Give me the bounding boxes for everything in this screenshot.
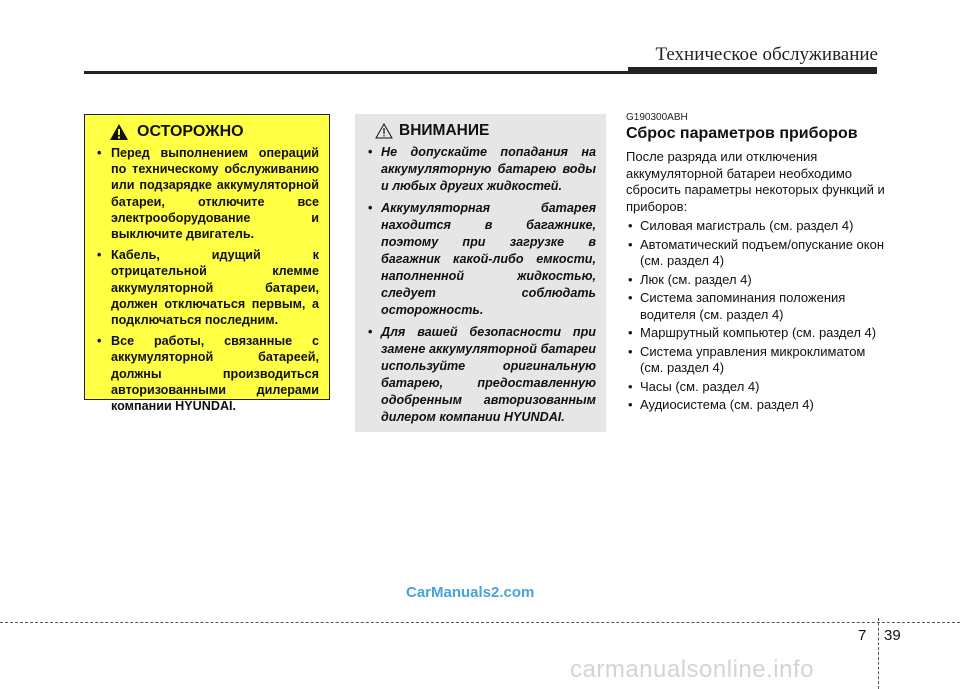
attention-triangle-icon: [375, 123, 393, 139]
caution-box: [84, 114, 330, 414]
reset-item-list: [626, 218, 886, 414]
list-item: • Система управления микроклиматом (см. раздел 4): [626, 344, 886, 377]
watermark-link-bottom[interactable]: carmanualsonline.info: [570, 656, 814, 683]
warning-triangle-icon: [109, 123, 129, 141]
section-intro: После разряда или отключения аккумуляторной батареи необходимо сбросить параметры некоторых функций и приборов:: [626, 149, 885, 214]
notice-item: • Не допускайте попадания на аккумуляторную батарею воды и любых других жидкостей.: [363, 144, 596, 195]
notice-box: [355, 114, 606, 432]
caution-item: • Все работы, связанные с аккумуляторной батареей, должны производиться авторизованными дилерами компании HYUNDAI.: [93, 333, 319, 414]
section-code: G190300ABH: [626, 112, 688, 123]
caution-header: [109, 123, 319, 141]
list-item: • Часы (см. раздел 4): [626, 379, 886, 396]
page-chapter: 7: [858, 627, 867, 644]
footer-dashed-rule: [0, 622, 960, 623]
notice-title: ВНИМАНИЕ: [399, 122, 490, 139]
list-item: • Система запоминания положения водителя (см. раздел 4): [626, 290, 886, 323]
watermark-link-top[interactable]: CarManuals2.com: [406, 584, 535, 601]
notice-header: [375, 122, 596, 140]
caution-item: • Кабель, идущий к отрицательной клемме аккумуляторной батареи, должен отключаться первым, а подключаться последним.: [93, 247, 319, 328]
list-item: • Аудиосистема (см. раздел 4): [626, 397, 886, 414]
notice-item: • Для вашей безопасности при замене аккумуляторной батареи используйте оригинальную батарею, предоставленную одобренным авторизованным дилером компании HYUNDAI.: [363, 324, 596, 426]
page-number: 39: [884, 627, 901, 644]
list-item: • Маршрутный компьютер (см. раздел 4): [626, 325, 886, 342]
notice-item: • Аккумуляторная батарея находится в багажнике, поэтому при загрузке в багажник какой-либо емкости, наполненной жидкостью, следует соблюдать осторожность.: [363, 200, 596, 319]
list-item: • Автоматический подъем/опускание окон (см. раздел 4): [626, 237, 886, 270]
page-header-title: Техническое обслуживание: [655, 44, 878, 65]
caution-title: ОСТОРОЖНО: [137, 123, 244, 140]
section-title: Сброс параметров приборов: [626, 125, 858, 142]
caution-item: • Перед выполнением операций по техническому обслуживанию или подзарядке аккумуляторной батареи, отключите все электрооборудование и выключите двигатель.: [93, 145, 319, 242]
list-item: • Силовая магистраль (см. раздел 4): [626, 218, 886, 235]
header-rule-accent: [628, 67, 877, 73]
caution-list: [93, 145, 319, 414]
notice-list: [363, 144, 596, 426]
reset-section: [626, 112, 886, 416]
list-item: • Люк (см. раздел 4): [626, 272, 886, 289]
footer-dashed-divider: [878, 618, 879, 689]
